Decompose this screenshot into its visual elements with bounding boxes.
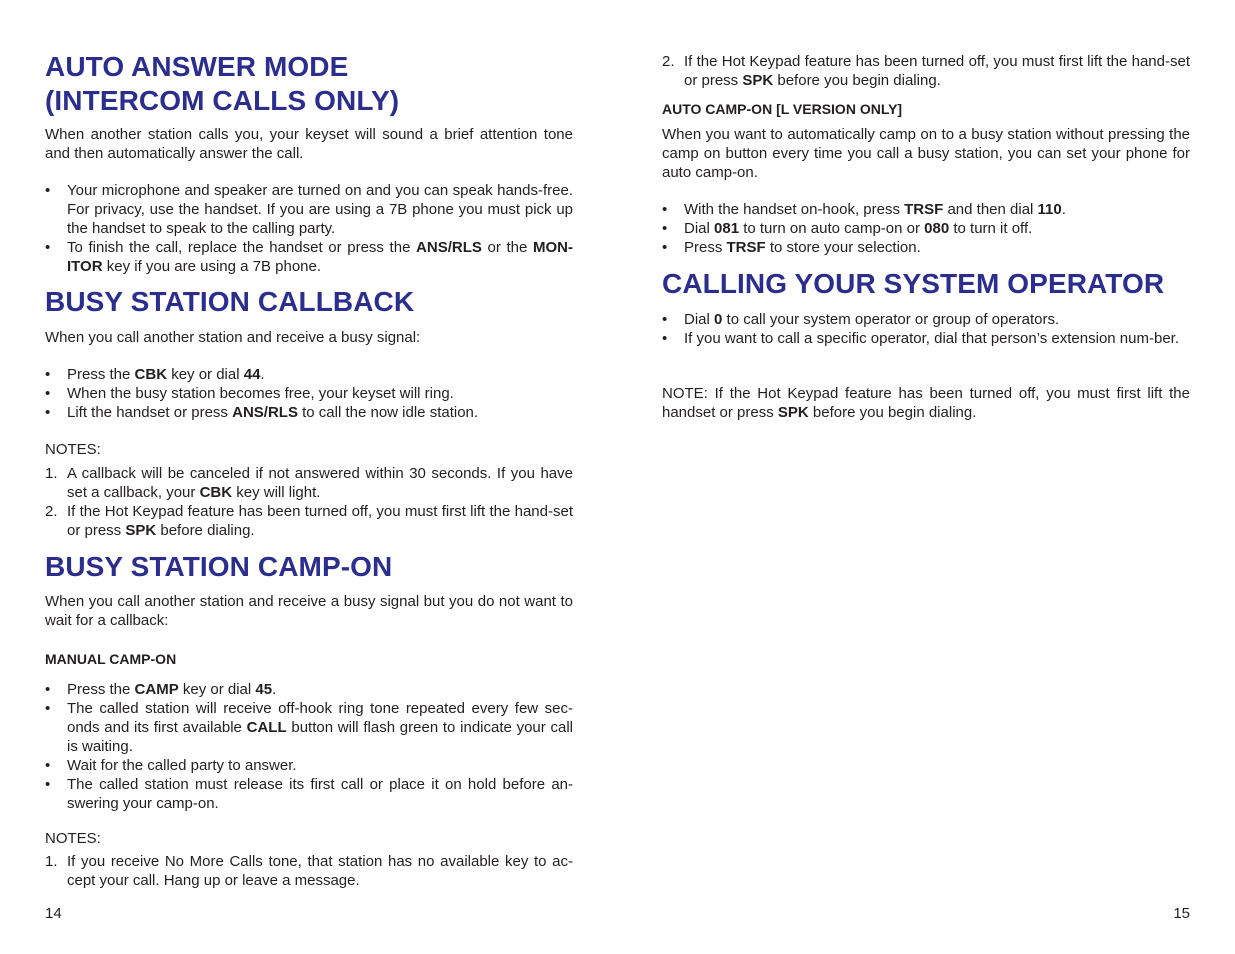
bullet-text: The called station will receive off-hook ring tone repeated every few sec-onds and its first available [67,700,573,736]
bullet-marker: • [662,239,668,256]
auto-camp-on-list [662,200,1190,257]
key-name: RLS [267,404,298,421]
dial-code: 0 [714,311,723,328]
list-item [662,219,1190,238]
number-marker: 2. [45,503,58,520]
auto-camp-on-intro: When you want to automatically camp on to a busy station without pressing the camp on button every time you call a busy station, you can set your phone for auto camp-on. [662,126,1190,181]
list-item [45,181,573,238]
bullet-text: Press [684,239,727,256]
bullet-marker: • [45,700,51,717]
bullet-text: With the handset on-hook, press [684,201,905,218]
bullet-text: to call the now idle station. [297,404,479,421]
key-name: SPK [777,404,809,421]
auto-answer-intro: When another station calls you, your keyset will sound a brief attention tone and then automatically answer the call. [45,126,573,162]
key-name: CAMP [134,681,179,698]
list-item [45,775,573,813]
bullet-text: Your microphone and speaker are turned on and you can speak hands-free. For privacy, use the handset. If you are using a 7B phone you must pick up the handset to speak to the calling party. [67,182,573,237]
operator-title: CALLING YOUR SYSTEM OPERATOR [662,268,1165,299]
key-name: CALL [246,719,287,736]
callback-title: BUSY STATION CALLBACK [45,286,415,317]
bullet-marker: • [662,201,668,218]
list-item [45,403,573,422]
camp-on-list [45,680,573,813]
bullet-text: key if you are using a 7B phone. [102,258,322,275]
dial-code: 081 [714,220,740,237]
key-name: CBK [199,484,233,501]
list-item [45,384,573,403]
key-name: SPK [125,522,157,539]
camp-on-intro: When you call another station and receive a busy signal but you do not want to wait for a callback: [45,593,573,629]
number-marker: 1. [45,853,58,870]
key-name: TRSF [904,201,944,218]
bullet-text: to turn on auto camp-on or [739,220,925,237]
list-item [45,699,573,756]
bullet-text: button will flash green to indicate your call is waiting. [67,719,574,755]
bullet-text: or the [481,239,533,256]
bullet-text: to store your selection. [765,239,921,256]
auto-answer-title [45,50,573,118]
bullet-marker: • [45,385,51,402]
list-item [45,238,573,276]
bullet-text: When the busy station becomes free, your keyset will ring. [67,385,454,402]
list-item [45,464,573,502]
list-item [45,852,573,890]
list-item [662,52,1190,90]
note-text: A callback will be canceled if not answered within 30 seconds. If you have set a callback, your [67,465,573,501]
auto-answer-list [45,181,573,276]
key-name: ANS [232,404,264,421]
note-text: before you begin dialing. [808,404,977,421]
bullet-text: Press the [67,366,135,383]
page-number: 14 [45,905,62,922]
bullet-marker: • [662,311,668,328]
note-text: If the Hot Keypad feature has been turned off, you must first lift the hand-set or press [67,503,573,539]
bullet-text: If you want to call a specific operator, dial that person’s extension num-ber. [684,330,1179,347]
auto-answer-title-line2: (INTERCOM CALLS ONLY) [45,85,400,116]
dial-code: 110 [1037,201,1062,218]
key-separator: / [447,239,452,256]
operator-list [662,310,1190,348]
bullet-text: . [272,681,277,698]
camp-on-notes-label: NOTES: [45,830,101,847]
bullet-text: Press the [67,681,135,698]
bullet-text: key or dial [167,366,244,383]
bullet-marker: • [45,366,51,383]
note-text: If you receive No More Calls tone, that station has no available key to ac-cept your call. Hang up or leave a message. [67,853,573,889]
callback-list [45,365,573,422]
bullet-text: Dial [684,311,715,328]
bullet-text: key or dial [178,681,256,698]
key-name: ANS [416,239,448,256]
list-item [662,329,1190,348]
auto-camp-on-heading: AUTO CAMP-ON [L VERSION ONLY] [662,101,903,117]
number-marker: 2. [662,53,675,70]
bullet-text: to call your system operator or group of operators. [722,311,1060,328]
key-name: TRSF [726,239,766,256]
dial-code: 45 [255,681,273,698]
dial-code: 44 [243,366,261,383]
note-text: before you begin dialing. [773,72,941,89]
bullet-text: . [1061,201,1066,218]
number-marker: 1. [45,465,58,482]
list-item [662,310,1190,329]
camp-on-title: BUSY STATION CAMP-ON [45,551,393,582]
manual-camp-on-heading: MANUAL CAMP-ON [45,651,177,667]
key-name: MON-ITOR [67,239,573,275]
bullet-text: Lift the handset or press [67,404,233,421]
list-item [45,502,573,540]
list-item [45,756,573,775]
bullet-marker: • [662,330,668,347]
callback-notes-list [45,464,573,540]
auto-answer-title-line1: AUTO ANSWER MODE [45,51,349,82]
camp-on-notes-list [45,852,573,890]
page-number: 15 [1173,905,1190,922]
list-item [45,680,573,699]
bullet-text: Wait for the called party to answer. [67,757,297,774]
bullet-marker: • [45,681,51,698]
continued-notes-list [662,52,1190,90]
bullet-text: Dial [684,220,715,237]
bullet-marker: • [45,182,51,199]
bullet-text: . [260,366,265,383]
bullet-marker: • [662,220,668,237]
key-name: RLS [451,239,482,256]
list-item [45,365,573,384]
key-name: CBK [134,366,168,383]
bullet-text: The called station must release its first call or place it on hold before an-swering your camp-on. [67,776,573,812]
bullet-text: to turn it off. [949,220,1033,237]
list-item [662,200,1190,219]
note-text: before dialing. [156,522,255,539]
bullet-marker: • [45,404,51,421]
callback-intro: When you call another station and receive a busy signal: [45,329,421,346]
bullet-marker: • [45,776,51,793]
key-separator: / [263,404,268,421]
list-item [662,238,1190,257]
bullet-marker: • [45,239,51,256]
note-text: NOTE: If the Hot Keypad feature has been turned off, you must first lift the handset or press [662,385,1190,421]
callback-notes-label: NOTES: [45,441,101,458]
key-name: SPK [742,72,774,89]
operator-note [662,384,1190,422]
note-text: If the Hot Keypad feature has been turned off, you must first lift the hand-set or press [684,53,1190,89]
bullet-text: and then dial [943,201,1038,218]
dial-code: 080 [924,220,950,237]
bullet-text: To finish the call, replace the handset or press the [67,239,417,256]
bullet-marker: • [45,757,51,774]
note-text: key will light. [232,484,321,501]
